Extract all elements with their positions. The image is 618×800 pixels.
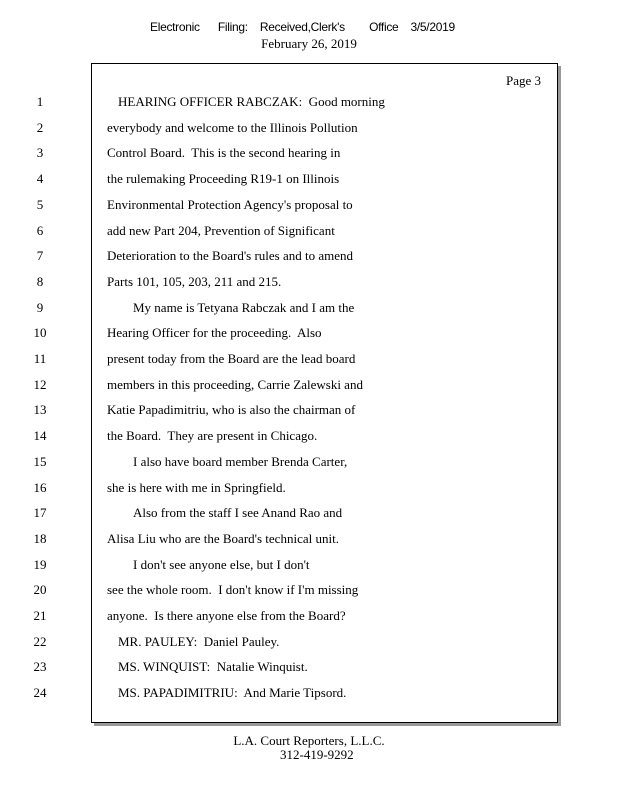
transcript-line: members in this proceeding, Carrie Zalewski and xyxy=(107,376,363,392)
line-number: 22 xyxy=(33,633,47,649)
line-number: 21 xyxy=(33,608,47,623)
transcript-line: Alisa Liu who are the Board's technical unit. xyxy=(107,530,339,546)
transcript-line: MS. PAPADIMITRIU: And Marie Tipsord. xyxy=(118,685,347,701)
transcript-line: I also have board member Brenda Carter, xyxy=(133,453,348,469)
transcript-line: Hearing Officer for the proceeding. Also xyxy=(107,325,322,341)
line-number: 4 xyxy=(36,171,44,187)
line-number: 18 xyxy=(33,530,47,546)
transcript-line: everybody and welcome to the Illinois Pollution xyxy=(107,119,358,135)
transcript-line: Deterioration to the Board's rules and to amend xyxy=(107,248,354,264)
transcript-line: Parts 101, 105, 203, 211 and 215. xyxy=(107,273,282,289)
page-number: Page 3 xyxy=(505,73,541,88)
line-number: 6 xyxy=(36,222,44,238)
transcript-line: Control Board. This is the second hearing in xyxy=(107,145,341,161)
transcript-line: see the whole room. I don't know if I'm missing xyxy=(107,582,359,598)
transcript-line: My name is Tetyana Rabczak and I am the xyxy=(133,299,355,315)
line-number: 10 xyxy=(33,325,47,341)
transcript-line: add new Part 204, Prevention of Significant xyxy=(107,222,335,238)
transcript-line: Also from the staff I see Anand Rao and xyxy=(133,505,343,521)
transcript-page xyxy=(91,63,558,723)
transcript-line: MS. WINQUIST: Natalie Winquist. xyxy=(118,659,308,675)
footer-company: L.A. Court Reporters, L.L.C. xyxy=(233,733,385,748)
transcript-line: anyone. Is there anyone else from the Board? xyxy=(107,608,346,623)
transcript-line: the rulemaking Proceeding R19-1 on Illinois xyxy=(107,171,340,187)
filing-stamp: Electronic Filing: Received,Clerk's Office 3/5/2019 xyxy=(150,20,455,34)
line-number: 13 xyxy=(33,402,47,418)
transcript-line: HEARING OFFICER RABCZAK: Good morning xyxy=(118,94,385,109)
hearing-date: February 26, 2019 xyxy=(261,36,357,51)
line-number: 3 xyxy=(36,145,44,161)
line-number: 15 xyxy=(33,453,47,469)
line-number: 23 xyxy=(33,659,47,675)
line-number: 24 xyxy=(33,685,47,701)
transcript-line: present today from the Board are the lead board xyxy=(107,351,356,366)
line-number: 19 xyxy=(33,556,47,572)
line-number: 1 xyxy=(36,94,44,109)
transcript-line: Katie Papadimitriu, who is also the chairman of xyxy=(107,402,356,418)
line-number: 12 xyxy=(33,376,47,392)
footer-phone: 312-419-9292 xyxy=(280,747,354,762)
transcript-line: she is here with me in Springfield. xyxy=(107,479,286,495)
line-number: 20 xyxy=(33,582,47,598)
line-number: 8 xyxy=(36,273,44,289)
line-number: 17 xyxy=(33,505,47,521)
line-number: 16 xyxy=(33,479,47,495)
transcript-line: Environmental Protection Agency's proposal to xyxy=(107,196,353,212)
transcript-line: I don't see anyone else, but I don't xyxy=(133,556,310,572)
transcript-line: MR. PAULEY: Daniel Pauley. xyxy=(118,633,280,649)
line-number: 9 xyxy=(36,299,44,315)
transcript-line: the Board. They are present in Chicago. xyxy=(107,428,318,444)
line-number: 5 xyxy=(36,196,44,212)
line-number: 7 xyxy=(36,248,44,264)
line-number: 14 xyxy=(33,428,47,444)
line-number: 11 xyxy=(33,351,47,366)
line-number: 2 xyxy=(36,119,44,135)
